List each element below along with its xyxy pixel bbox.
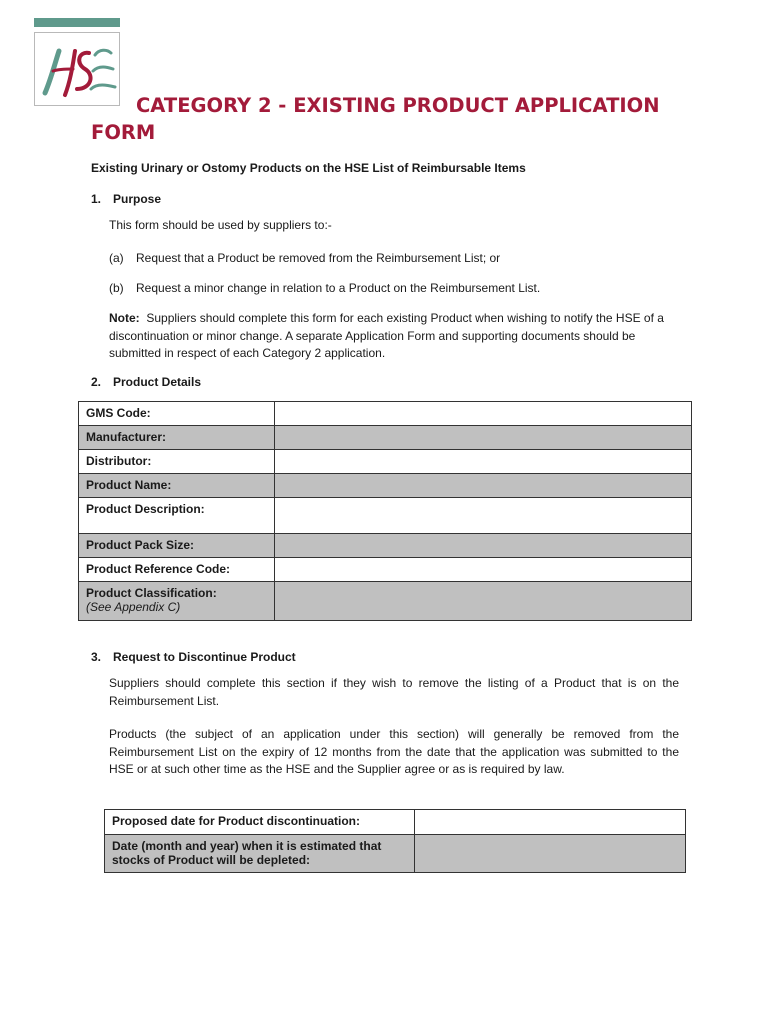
list-text: Request a minor change in relation to a Product on the Reimbursement List.	[136, 281, 541, 295]
section-1-heading	[91, 192, 161, 206]
list-marker: (b)	[109, 281, 124, 295]
field-label	[79, 582, 275, 621]
reference-code-field[interactable]	[274, 558, 691, 582]
product-name-field[interactable]	[274, 474, 691, 498]
table-row	[79, 498, 692, 534]
field-label: Date (month and year) when it is estimated that stocks of Product will be depleted:	[105, 835, 415, 873]
list-item	[109, 281, 540, 295]
section-title: Purpose	[113, 192, 162, 206]
note-label: Note:	[109, 311, 140, 325]
purpose-intro: This form should be used by suppliers to:-	[109, 218, 332, 232]
page-title: CATEGORY 2 - EXISTING PRODUCT APPLICATION FORM	[91, 94, 660, 144]
field-label: Product Pack Size:	[79, 534, 275, 558]
depletion-date-field[interactable]	[414, 835, 685, 873]
gms-code-field[interactable]	[274, 402, 691, 426]
note-text: Suppliers should complete this form for each existing Product when wishing to notify the HSE of a discontinuation or minor change. A separate Application Form and supporting documents should be submitted in respect of each Category 2 application.	[109, 311, 664, 360]
table-row	[105, 835, 686, 873]
list-item	[109, 251, 500, 265]
section-number: 3.	[91, 650, 102, 664]
table-row	[79, 450, 692, 474]
purpose-note	[109, 310, 679, 363]
list-text: Request that a Product be removed from the Reimbursement List; or	[136, 251, 501, 265]
field-label: Product Description:	[79, 498, 275, 534]
field-label: GMS Code:	[79, 402, 275, 426]
table-row	[79, 402, 692, 426]
field-label: Proposed date for Product discontinuation:	[105, 810, 415, 835]
field-label: Manufacturer:	[79, 426, 275, 450]
list-marker: (a)	[109, 251, 124, 265]
discontinuation-table	[104, 809, 686, 873]
discontinuation-date-field[interactable]	[414, 810, 685, 835]
classification-label: Product Classification:	[86, 586, 217, 600]
discontinue-paragraph-2: Products (the subject of an application under this section) will generally be removed from the Reimbursement List on the expiry of 12 months from the date that the application was submitted to the HSE or at such other time as the HSE and the Supplier agree or as is required by law.	[109, 727, 679, 776]
product-details-table	[78, 401, 692, 621]
section-3-heading	[91, 650, 296, 664]
classification-field[interactable]	[274, 582, 691, 621]
table-row	[79, 558, 692, 582]
section-title: Request to Discontinue Product	[113, 650, 296, 664]
distributor-field[interactable]	[274, 450, 691, 474]
manufacturer-field[interactable]	[274, 426, 691, 450]
table-row	[105, 810, 686, 835]
subtitle: Existing Urinary or Ostomy Products on the HSE List of Reimbursable Items	[91, 161, 526, 175]
field-label: Product Name:	[79, 474, 275, 498]
product-description-field[interactable]	[274, 498, 691, 534]
section-2-heading	[91, 375, 201, 389]
field-label: Product Reference Code:	[79, 558, 275, 582]
section-title: Product Details	[113, 375, 202, 389]
table-row	[79, 582, 692, 621]
discontinue-paragraph-1: Suppliers should complete this section if they wish to remove the listing of a Product that is on the Reimbursement List.	[109, 676, 679, 708]
header-accent-bar	[34, 18, 120, 27]
table-row	[79, 474, 692, 498]
appendix-reference: (See Appendix C)	[86, 600, 181, 614]
pack-size-field[interactable]	[274, 534, 691, 558]
section-number: 2.	[91, 375, 102, 389]
table-row	[79, 426, 692, 450]
field-label: Distributor:	[79, 450, 275, 474]
table-row	[79, 534, 692, 558]
section-number: 1.	[91, 192, 102, 206]
